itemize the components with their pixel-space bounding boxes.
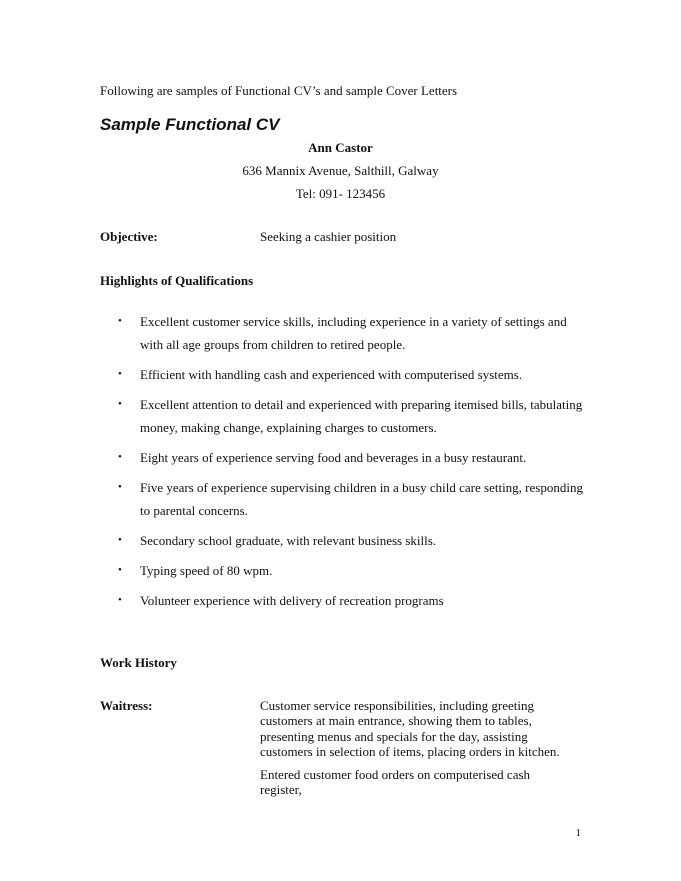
- job-title: Waitress:: [100, 698, 153, 713]
- list-item: [118, 476, 588, 522]
- list-item: [118, 529, 588, 552]
- list-item: [118, 559, 588, 582]
- list-item-text: Five years of experience supervising children in a busy child care setting, responding to parental concerns.: [140, 480, 583, 518]
- list-item: [118, 589, 588, 612]
- applicant-phone: Tel: 091- 123456: [295, 186, 386, 201]
- bullet-icon: •: [118, 368, 122, 380]
- list-item-text: Typing speed of 80 wpm.: [140, 563, 273, 578]
- job-duty-paragraph: Customer service responsibilities, including greeting customers at main entrance, showing them to tables, presenting menus and specials for the day, assisting customers in selection of items, placing orders in kitchen.: [260, 698, 560, 759]
- list-item: [118, 393, 588, 439]
- bullet-icon: •: [118, 594, 122, 606]
- list-item: [118, 310, 588, 356]
- list-item-text: Eight years of experience serving food and beverages in a busy restaurant.: [140, 450, 527, 465]
- cv-heading: Sample Functional CV: [100, 115, 280, 134]
- highlights-list: [118, 310, 588, 619]
- list-item-text: Excellent customer service skills, including experience in a variety of settings and with all age groups from children to retired people.: [140, 314, 567, 352]
- objective-value: Seeking a cashier position: [260, 229, 397, 244]
- list-item-text: Secondary school graduate, with relevant business skills.: [140, 533, 437, 548]
- bullet-icon: •: [118, 451, 122, 463]
- objective-label: Objective:: [100, 229, 158, 244]
- list-item: [118, 363, 588, 386]
- bullet-icon: •: [118, 315, 122, 327]
- intro-text: Following are samples of Functional CV’s and sample Cover Letters: [100, 83, 458, 98]
- job-duty-paragraph: Entered customer food orders on computerised cash register,: [260, 767, 531, 798]
- list-item-text: Efficient with handling cash and experienced with computerised systems.: [140, 367, 523, 382]
- list-item-text: Volunteer experience with delivery of recreation programs: [140, 593, 444, 608]
- bullet-icon: •: [118, 481, 122, 493]
- work-history-title: Work History: [100, 655, 177, 670]
- list-item: [118, 446, 588, 469]
- page-number: 1: [575, 827, 581, 839]
- bullet-icon: •: [118, 534, 122, 546]
- bullet-icon: •: [118, 564, 122, 576]
- applicant-address: 636 Mannix Avenue, Salthill, Galway: [242, 163, 439, 178]
- applicant-name: Ann Castor: [308, 140, 373, 155]
- list-item-text: Excellent attention to detail and experienced with preparing itemised bills, tabulating money, making change, explaining charges to customers.: [140, 397, 583, 435]
- bullet-icon: •: [118, 398, 122, 410]
- highlights-title: Highlights of Qualifications: [100, 273, 254, 288]
